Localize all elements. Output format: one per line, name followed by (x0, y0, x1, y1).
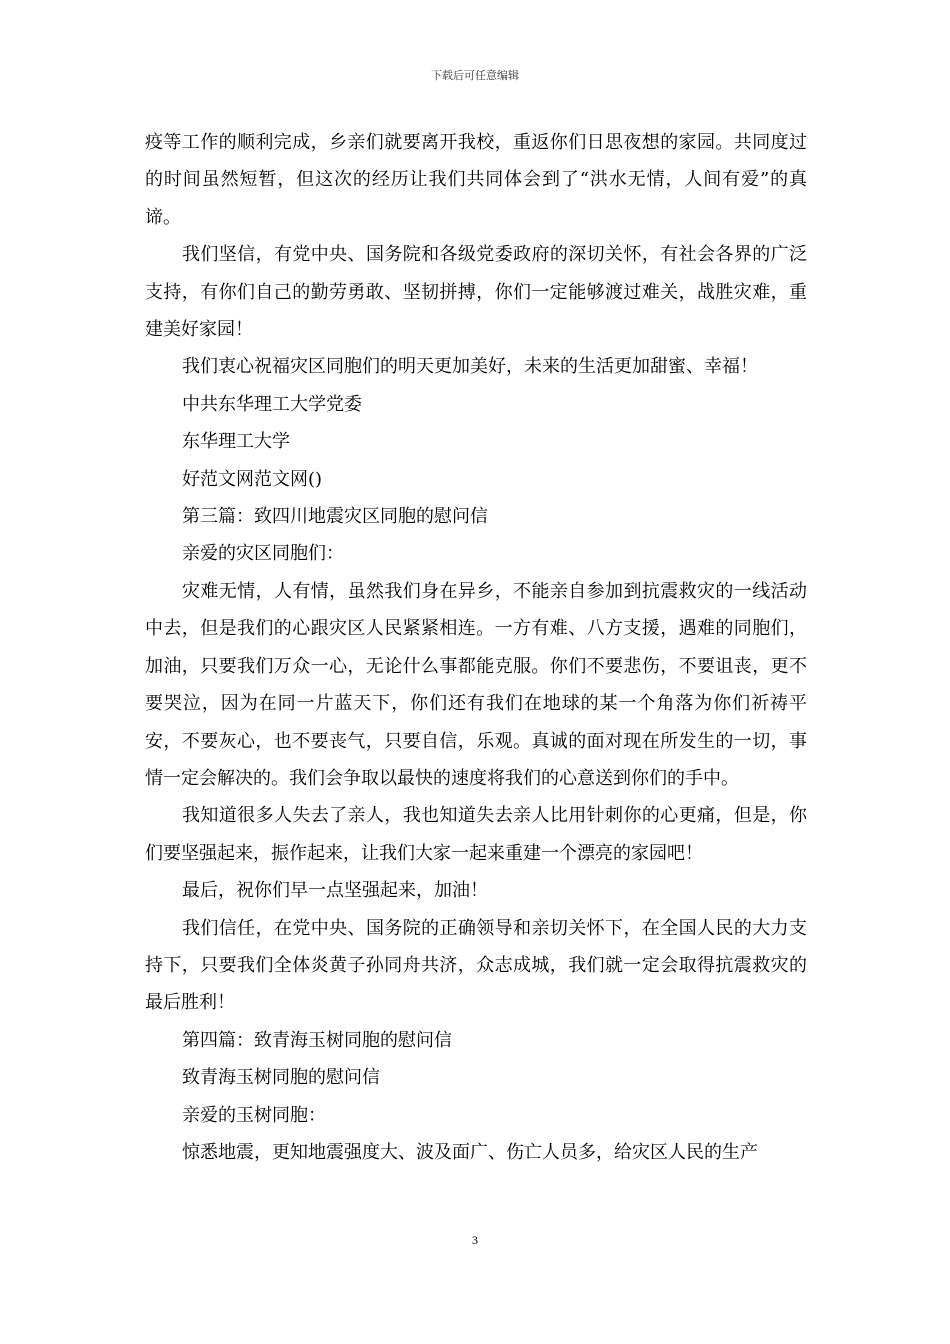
paragraph: 最后，祝你们早一点坚强起来，加油！ (182, 880, 488, 902)
paragraph: 我们坚信，有党中央、国务院和各级党委政府的深切关怀，有社会各界的广泛支持，有你们自己的勤劳勇敢、坚韧拼搏，你们一定能够渡过难关，战胜灾难，重建美好家园！ (145, 244, 807, 341)
paragraph: 疫等工作的顺利完成，乡亲们就要离开我校，重返你们日思夜想的家园。共同度过的时间虽然短暂，但这次的经历让我们共同体会到了“洪水无情，人间有爱”的真谛。 (145, 132, 807, 228)
page-number: 3 (472, 1233, 478, 1247)
paragraph: 我们衷心祝福灾区同胞们的明天更加美好，未来的生活更加甜蜜、幸福！ (182, 356, 758, 378)
paragraph: 我们信任，在党中央、国务院的正确领导和亲切关怀下，在全国人民的大力支持下，只要我们全体炎黄子孙同舟共济，众志成城，我们就一定会取得抗震救灾的最后胜利！ (145, 917, 807, 1014)
section-heading: 第四篇：致青海玉树同胞的慰问信 (182, 1029, 452, 1051)
document-body (145, 124, 807, 1171)
letter-title: 致青海玉树同胞的慰问信 (182, 1067, 380, 1089)
salutation: 亲爱的灾区同胞们： (182, 543, 344, 565)
section-heading: 第三篇：致四川地震灾区同胞的慰问信 (182, 506, 488, 528)
page-header: 下载后可任意编辑 (431, 69, 519, 82)
salutation: 亲爱的玉树同胞： (182, 1104, 326, 1126)
paragraph: 我知道很多人失去了亲人，我也知道失去亲人比用针刺你的心更痛，但是，你们要坚强起来，振作起来，让我们大家一起来重建一个漂亮的家园吧！ (145, 805, 807, 864)
paragraph: 惊悉地震，更知地震强度大、波及面广、伤亡人员多，给灾区人民的生产 (182, 1141, 758, 1163)
paragraph: 灾难无情，人有情，虽然我们身在异乡，不能亲自参加到抗震救灾的一线活动中去，但是我们的心跟灾区人民紧紧相连。一方有难、八方支援，遇难的同胞们，加油，只要我们万众一心，无论什么事都能克服。你们不要悲伤，不要诅丧，更不要哭泣，因为在同一片蓝天下，你们还有我们在地球的某一个角落为你们祈祷平安，不要灰心，也不要丧气，只要自信，乐观。真诚的面对现在所发生的一切，事情一定会解决的。我们会争取以最快的速度将我们的心意送到你们的手中。 (145, 580, 807, 789)
signature-line: 中共东华理工大学党委 (182, 393, 362, 415)
source-line: 好范文网范文网() (182, 468, 323, 490)
signature-line: 东华理工大学 (182, 431, 290, 453)
